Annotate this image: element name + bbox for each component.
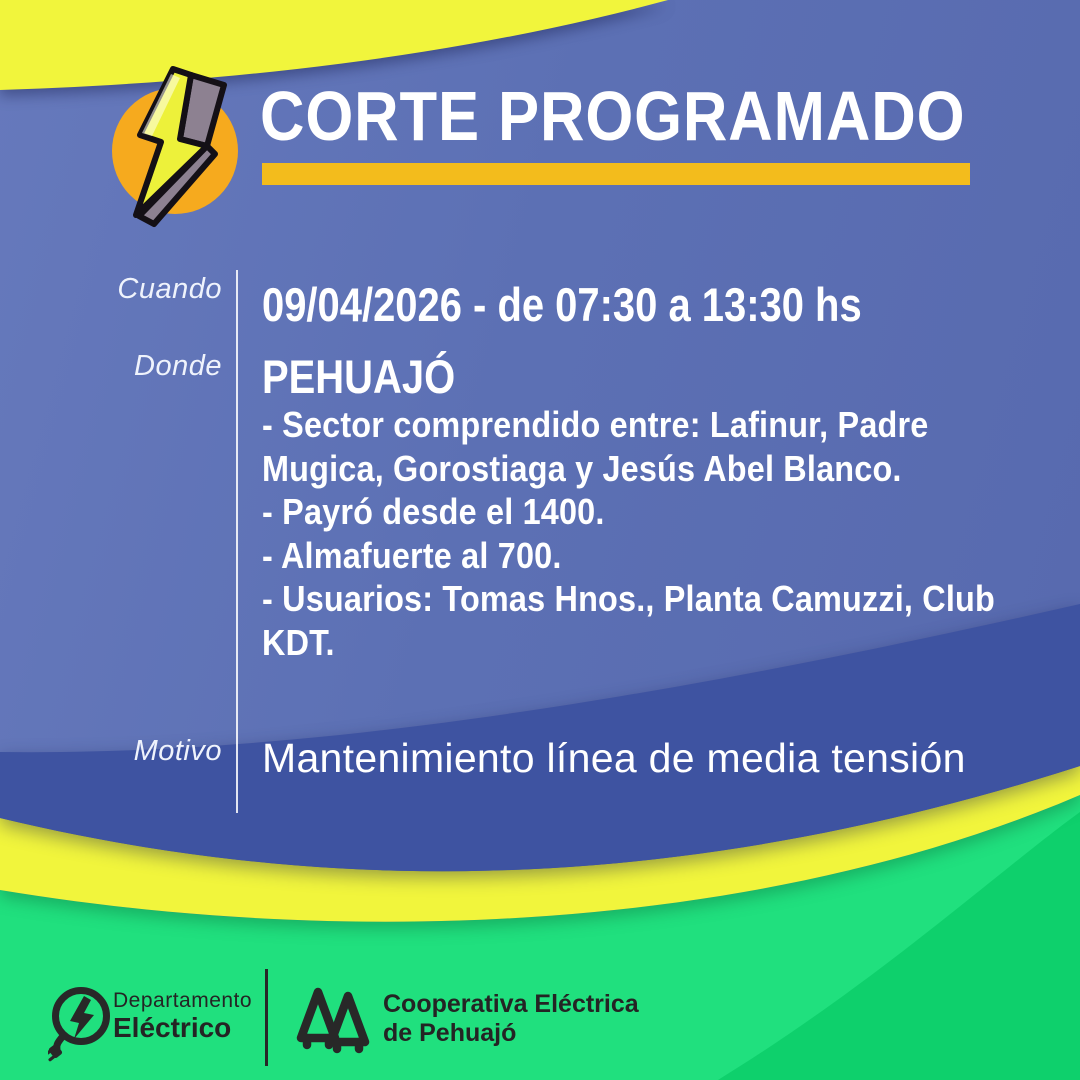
cooperative-text xyxy=(383,992,639,1046)
title-underline xyxy=(262,163,970,185)
department-text xyxy=(113,990,252,1042)
affected-area-item: - Payró desde el 1400. xyxy=(262,491,605,532)
electric-department-icon xyxy=(48,979,112,1065)
outage-reason: Mantenimiento línea de media tensión xyxy=(262,735,966,781)
affected-area-item: - Usuarios: Tomas Hnos., Planta Camuzzi, Club KDT. xyxy=(262,578,996,663)
cooperative-line2: de Pehuajó xyxy=(383,1019,517,1047)
department-line2: Eléctrico xyxy=(113,1012,232,1043)
lightning-bolt-badge-icon xyxy=(95,52,265,247)
cooperative-line1: Cooperativa Eléctrica xyxy=(383,990,639,1018)
cooperative-logo-icon xyxy=(293,980,375,1058)
affected-area-item: - Almafuerte al 700. xyxy=(262,534,562,576)
reason-label: Motivo xyxy=(133,735,222,767)
affected-area-item: - Sector comprendido entre: Lafinur, Padre Mugica, Gorostiaga y Jesús Abel Blanco. xyxy=(262,404,929,489)
when-label: Cuando xyxy=(117,273,222,305)
outage-city: PEHUAJÓ xyxy=(262,350,456,403)
section-divider-line xyxy=(236,270,238,813)
footer-divider-line xyxy=(265,969,268,1066)
affected-areas-list xyxy=(262,403,1054,664)
outage-datetime: 09/04/2026 - de 07:30 a 13:30 hs xyxy=(262,278,862,331)
page-title: CORTE PROGRAMADO xyxy=(260,77,966,155)
department-line1: Departamento xyxy=(113,989,253,1012)
where-label: Donde xyxy=(134,350,222,382)
